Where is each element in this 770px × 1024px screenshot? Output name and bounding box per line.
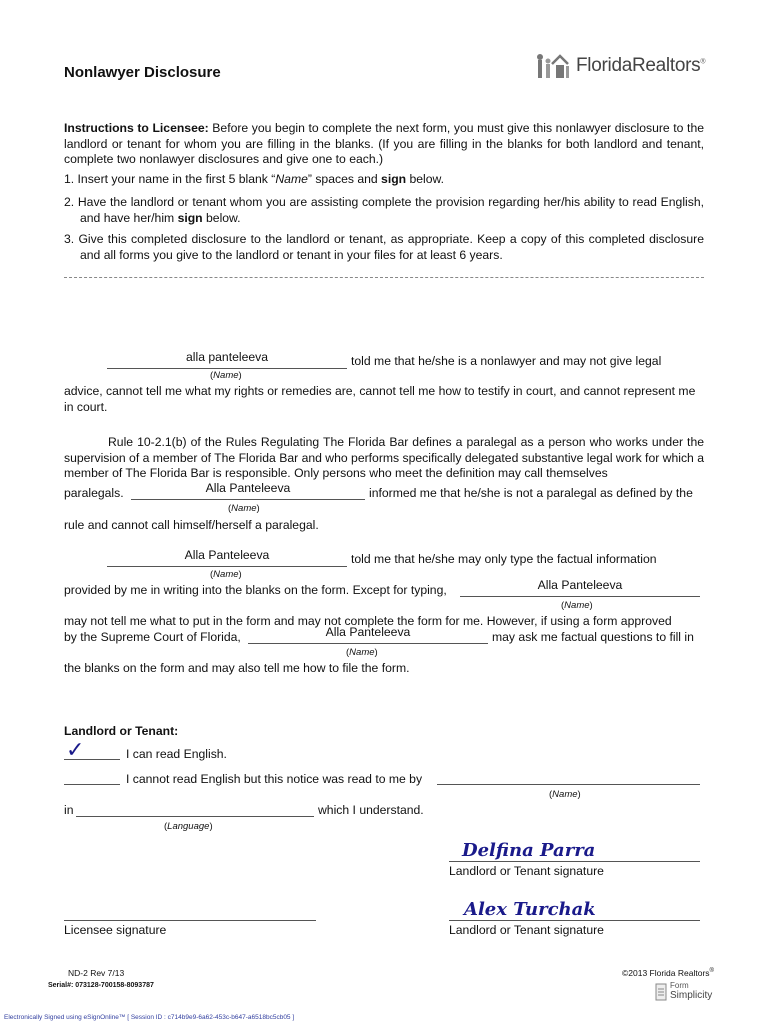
which-label: which I understand. [318, 803, 424, 817]
disclosure-text-3: told me that he/she may only type the factual information [351, 552, 657, 566]
licensee-signature-line[interactable] [64, 920, 316, 921]
copyright: ©2013 Florida Realtors® [622, 968, 714, 978]
tenant-signature-1: Delfina Parra [462, 840, 596, 861]
instruction-item-1: 1. Insert your name in the first 5 blank “Name” spaces and sign below. [64, 172, 445, 186]
realtors-people-icon [536, 52, 574, 82]
instructions-text: Before you begin to complete the next form, you must give this nonlawyer disclosure to the landlord or tenant for whom you are filling in the blanks. (If you are filling in the blanks for both landlord and tenant, complete two nonlawyer disclosures and give one to each.) [64, 121, 704, 166]
name-caption-5: (Name) [346, 647, 378, 658]
disclosure-text-4b: by the Supreme Court of Florida, [64, 630, 241, 644]
disclosure-text-4: may not tell me what to put in the form and may not complete the form for me. However, if using a form approved [64, 614, 672, 628]
logo-registered-mark: ® [700, 58, 706, 66]
page-title: Nonlawyer Disclosure [64, 64, 221, 81]
name-line-3 [107, 566, 347, 567]
instructions-lead: Instructions to Licensee: [64, 121, 209, 135]
disclosure-text-1b: advice, cannot tell me what my rights or remedies are, cannot tell me how to testify in court, and cannot represent me in court. [64, 384, 696, 414]
name-caption-3: (Name) [210, 569, 242, 580]
disclosure-text-5: may ask me factual questions to fill in [492, 630, 694, 644]
name-caption-1: (Name) [210, 370, 242, 381]
disclosure-text-5b: the blanks on the form and may also tell me how to file the form. [64, 661, 410, 675]
name-field-3[interactable]: Alla Panteleeva [184, 548, 270, 562]
tenant-signature-line-1[interactable] [449, 861, 700, 862]
name-field-5[interactable]: Alla Panteleeva [325, 625, 411, 639]
form-code: ND-2 Rev 7/13 [68, 968, 125, 978]
name-line-4 [460, 596, 700, 597]
esign-footer: Electronically Signed using eSignOnline™ [ Session ID : c714b9e9-6a62-453c-b647-a6518bc5cb05 ] [4, 1014, 295, 1021]
tenant-signature-2: Alex Turchak [464, 899, 596, 920]
name-line-2 [131, 499, 365, 500]
name-line-5 [248, 643, 488, 644]
licensee-signature-label: Licensee signature [64, 923, 167, 937]
form-simplicity-text-1: Form [670, 981, 689, 990]
form-simplicity-logo [655, 981, 715, 1003]
name-caption-4: (Name) [561, 600, 593, 611]
tenant-signature-label-2: Landlord or Tenant signature [449, 923, 604, 937]
serial-number: Serial#: 073128-700158-8093787 [48, 982, 154, 989]
dashed-divider [64, 277, 704, 278]
name-line-1 [107, 368, 347, 369]
document-icon [655, 983, 667, 1001]
language-caption: (Language) [164, 821, 213, 832]
reader-name-caption: (Name) [549, 789, 581, 800]
tenant-signature-line-2[interactable] [449, 920, 700, 921]
disclosure-text-3b: provided by me in writing into the blanks on the form. Except for typing, [64, 583, 447, 597]
check-icon[interactable]: ✓ [66, 738, 85, 763]
logo-text: FloridaRealtors [576, 55, 701, 76]
instruction-item-2: 2. Have the landlord or tenant whom you are assisting complete the provision regarding her/his ability to read English, and have her/him sign below. [64, 195, 704, 225]
cannot-read-label: I cannot read English but this notice was read to me by [126, 772, 423, 786]
cannot-read-line[interactable] [64, 784, 120, 785]
disclosure-text-1: told me that he/she is a nonlawyer and may not give legal [351, 354, 662, 368]
instructions [64, 121, 704, 168]
tenant-heading: Landlord or Tenant: [64, 724, 179, 738]
disclosure-text-2: informed me that he/she is not a paralegal as defined by the [369, 486, 693, 500]
paralegals-label: paralegals. [64, 486, 124, 500]
can-read-label: I can read English. [126, 747, 227, 761]
reader-name-line[interactable] [437, 784, 700, 785]
tenant-signature-label-1: Landlord or Tenant signature [449, 864, 604, 878]
rule-text: Rule 10-2.1(b) of the Rules Regulating The Florida Bar defines a paralegal as a person who works under the supervision of a member of The Florida Bar and who performs specifically delegated substantive legal work for which a member of The Florida Bar is responsible. Only persons who meet the definition may call themselves [64, 435, 704, 480]
florida-realtors-logo [536, 50, 716, 82]
language-line[interactable] [76, 816, 314, 817]
disclosure-text-2b: rule and cannot call himself/herself a paralegal. [64, 518, 319, 532]
in-label: in [64, 803, 74, 817]
instruction-item-3: 3. Give this completed disclosure to the landlord or tenant, as appropriate. Keep a copy of this completed disclosure and all forms you give to the landlord or tenant in your files for at least 6 years. [64, 232, 704, 262]
form-simplicity-text-2: Simplicity [670, 990, 713, 1001]
name-field-2[interactable]: Alla Panteleeva [205, 481, 291, 495]
name-field-1[interactable]: alla panteleeva [186, 350, 268, 364]
name-field-4[interactable]: Alla Panteleeva [537, 578, 623, 592]
name-caption-2: (Name) [228, 503, 260, 514]
